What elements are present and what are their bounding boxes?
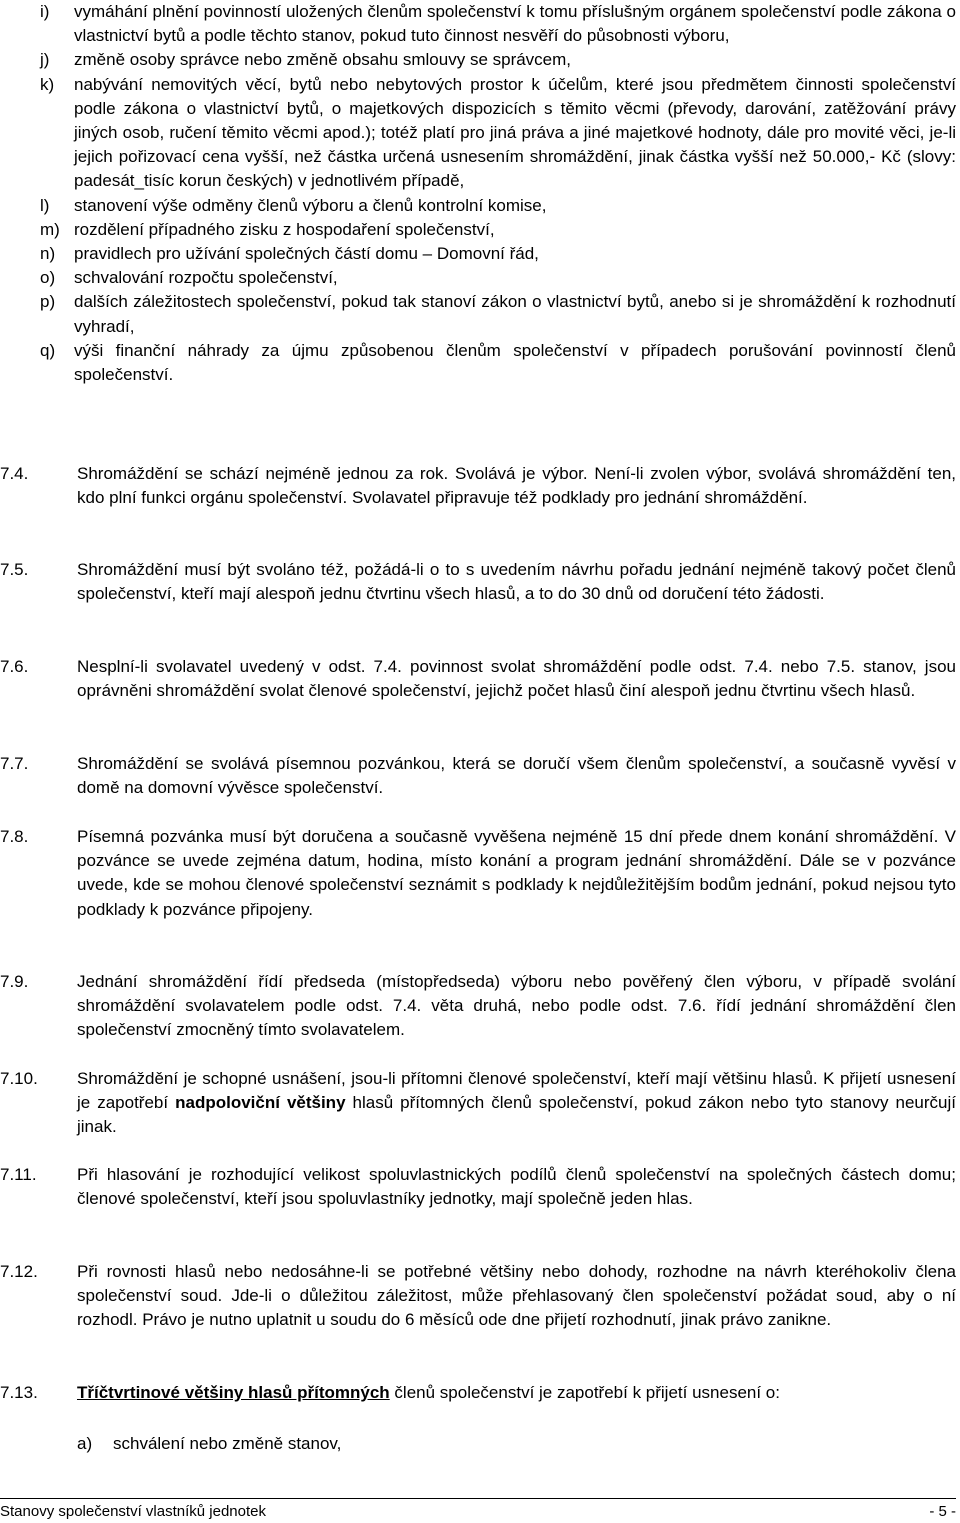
bold-emphasis: nadpoloviční většiny — [175, 1093, 346, 1113]
page-number: - 5 - — [929, 1503, 956, 1520]
list-item-mark: k) — [40, 74, 55, 94]
section-number: 7.13. — [0, 1383, 38, 1402]
section-number: 7.8. — [0, 827, 29, 846]
list-item — [40, 48, 956, 72]
list-item-text: nabývání nemovitých věcí, bytů nebo nebytových prostor k účelům, které jsou předmětem činnosti společenství podle zákona o vlastnictví bytů, o majetkových dispozicích s těmito věcmi (převody, darování, zatěžování právy jiných osob, ručení těmito věcmi apod.); totéž platí pro jiná práva a jiné majetkové hodnoty, dále pro movité věci, je-li jejich pořizovací cena vyšší, než částka určená usnesením shromáždění, jinak částka vyšší než 50.000,- Kč (slovy: padesát_tisíc korun českých) v jednotlivém případě, — [74, 74, 956, 191]
section-7-4 — [0, 462, 956, 510]
list-item-text: pravidlech pro užívání společných částí domu – Domovní řád, — [74, 244, 539, 264]
list-item — [40, 0, 956, 48]
list-item-mark: o) — [40, 268, 56, 288]
section-text: Při rovnosti hlasů nebo nedosáhne-li se potřebné většiny nebo dohody, rozhodne na návrh kteréhokoliv člena společenství soud. Jde-li o důležitou záležitost, může přehlasovaný člen společenství požádat soud, aby o ní rozhodl. Právo je nutno uplatnit u soudu do 6 měsíců ode dne přijetí rozhodnutí, jinak právo zanikne. — [77, 1262, 956, 1330]
section-7-9 — [0, 970, 956, 1043]
section-7-12 — [0, 1260, 956, 1333]
list-item — [40, 194, 956, 218]
section-text — [77, 1067, 956, 1140]
lettered-list — [40, 0, 956, 387]
section-number: 7.5. — [0, 560, 29, 579]
list-item — [40, 266, 956, 290]
section-7-13 — [0, 1381, 956, 1405]
section-number: 7.6. — [0, 657, 29, 676]
list-item — [40, 73, 956, 194]
sub-item-text: schválení nebo změně stanov, — [113, 1434, 342, 1453]
list-item-text: změně osoby správce nebo změně obsahu smlouvy se správcem, — [74, 50, 572, 70]
underlined-bold-emphasis: Tříčtvrtinové většiny hlasů přítomných — [77, 1383, 390, 1402]
section-7-5 — [0, 558, 956, 606]
footer-title: Stanovy společenství vlastníků jednotek — [0, 1503, 266, 1520]
list-item-text: stanovení výše odměny členů výboru a členů kontrolní komise, — [74, 195, 547, 215]
list-item-mark: l) — [40, 195, 50, 215]
section-text: Shromáždění musí být svoláno též, požádá-li o to s uvedením návrhu pořadu jednání nejméně takový počet členů společenství, kteří mají alespoň jednu čtvrtinu všech hlasů, a to do 30 dnů od doručení této žádosti. — [77, 560, 956, 604]
section-text: Písemná pozvánka musí být doručena a současně vyvěšena nejméně 15 dní přede dnem konání shromáždění. V pozvánce se uvede zejména datum, hodina, místo konání a program jednání shromáždění. Dále se v pozvánce uvede, kde se mohou členové společenství seznámit s podklady k nejdůležitějším bodům jednání, pokud nejsou tyto podklady k pozvánce připojeny. — [77, 827, 956, 919]
section-number: 7.12. — [0, 1262, 38, 1281]
section-7-10 — [0, 1067, 956, 1140]
section-text: Jednání shromáždění řídí předseda (místopředseda) výboru nebo pověřený člen výboru, v případě svolání shromáždění svolavatelem podle odst. 7.4. věta druhá, nebo podle odst. 7.6. řídí jednání shromáždění člen společenství zmocněný tímto svolavatelem. — [77, 972, 956, 1040]
page-footer — [0, 1498, 956, 1523]
section-7-7 — [0, 752, 956, 800]
section-number: 7.11. — [0, 1165, 37, 1184]
section-7-8 — [0, 825, 956, 922]
list-item-text: výši finanční náhrady za újmu způsobenou členům společenství v případech porušování povinností členů společenství. — [74, 340, 956, 385]
section-number: 7.9. — [0, 972, 29, 991]
list-item-mark: i) — [40, 2, 50, 21]
section-number: 7.4. — [0, 464, 29, 483]
section-7-6 — [0, 655, 956, 703]
list-item-mark: q) — [40, 340, 56, 360]
section-text: Nesplní-li svolavatel uvedený v odst. 7.4. povinnost svolat shromáždění podle odst. 7.4. nebo 7.5. stanov, jsou oprávněni shromáždění svolat členové společenství, jejichž počet hlasů činí alespoň jednu čtvrtinu všech hlasů. — [77, 657, 956, 701]
list-item-mark: p) — [40, 292, 56, 312]
list-item — [40, 290, 956, 338]
text-before: Shromáždění je schopné usnášení, jsou-li přítomni členové společenství, kteří mají většinu hlasů. K přijetí usnesení je zapotřebí — [77, 1069, 956, 1113]
list-item-mark: m) — [40, 219, 60, 239]
section-text — [77, 1381, 956, 1405]
sub-item-a — [77, 1432, 341, 1456]
list-item-mark: n) — [40, 244, 56, 264]
section-text: Shromáždění se schází nejméně jednou za rok. Svolává je výbor. Není-li zvolen výbor, svolává shromáždění ten, kdo plní funkci orgánu společenství. Svolavatel připravuje též podklady pro jednání shromáždění. — [77, 464, 956, 508]
list-item — [40, 218, 956, 242]
list-item-text: dalších záležitostech společenství, pokud tak stanoví zákon o vlastnictví bytů, anebo si je shromáždění k rozhodnutí vyhradí, — [74, 292, 956, 336]
section-number: 7.7. — [0, 754, 29, 773]
list-item-text: vymáhání plnění povinností uložených členům společenství k tomu příslušným orgánem společenství podle zákona o vlastnictví bytů a podle těchto stanov, pokud tuto činnost nesvěří do působnosti výboru, — [74, 2, 956, 46]
list-item-mark: j) — [40, 50, 50, 70]
section-text: Shromáždění se svolává písemnou pozvánkou, která se doručí všem členům společenství, a současně vyvěsí v domě na domovní vývěsce společenství. — [77, 754, 956, 798]
text-after: hlasů přítomných členů společenství, pokud zákon nebo tyto stanovy neurčují jinak. — [77, 1093, 956, 1137]
section-7-11 — [0, 1163, 956, 1211]
list-item-text: rozdělení případného zisku z hospodaření společenství, — [74, 219, 495, 239]
sub-item-mark: a) — [77, 1434, 93, 1453]
text-after: členů společenství je zapotřebí k přijetí usnesení o: — [389, 1383, 780, 1402]
list-item — [40, 339, 956, 387]
section-text: Při hlasování je rozhodující velikost spoluvlastnických podílů členů společenství na společných částech domu; členové společenství, kteří jsou spoluvlastníky jednotky, mají společně jeden hlas. — [77, 1165, 956, 1209]
list-item — [40, 242, 956, 266]
list-item-text: schvalování rozpočtu společenství, — [74, 268, 338, 288]
section-number: 7.10. — [0, 1069, 38, 1088]
